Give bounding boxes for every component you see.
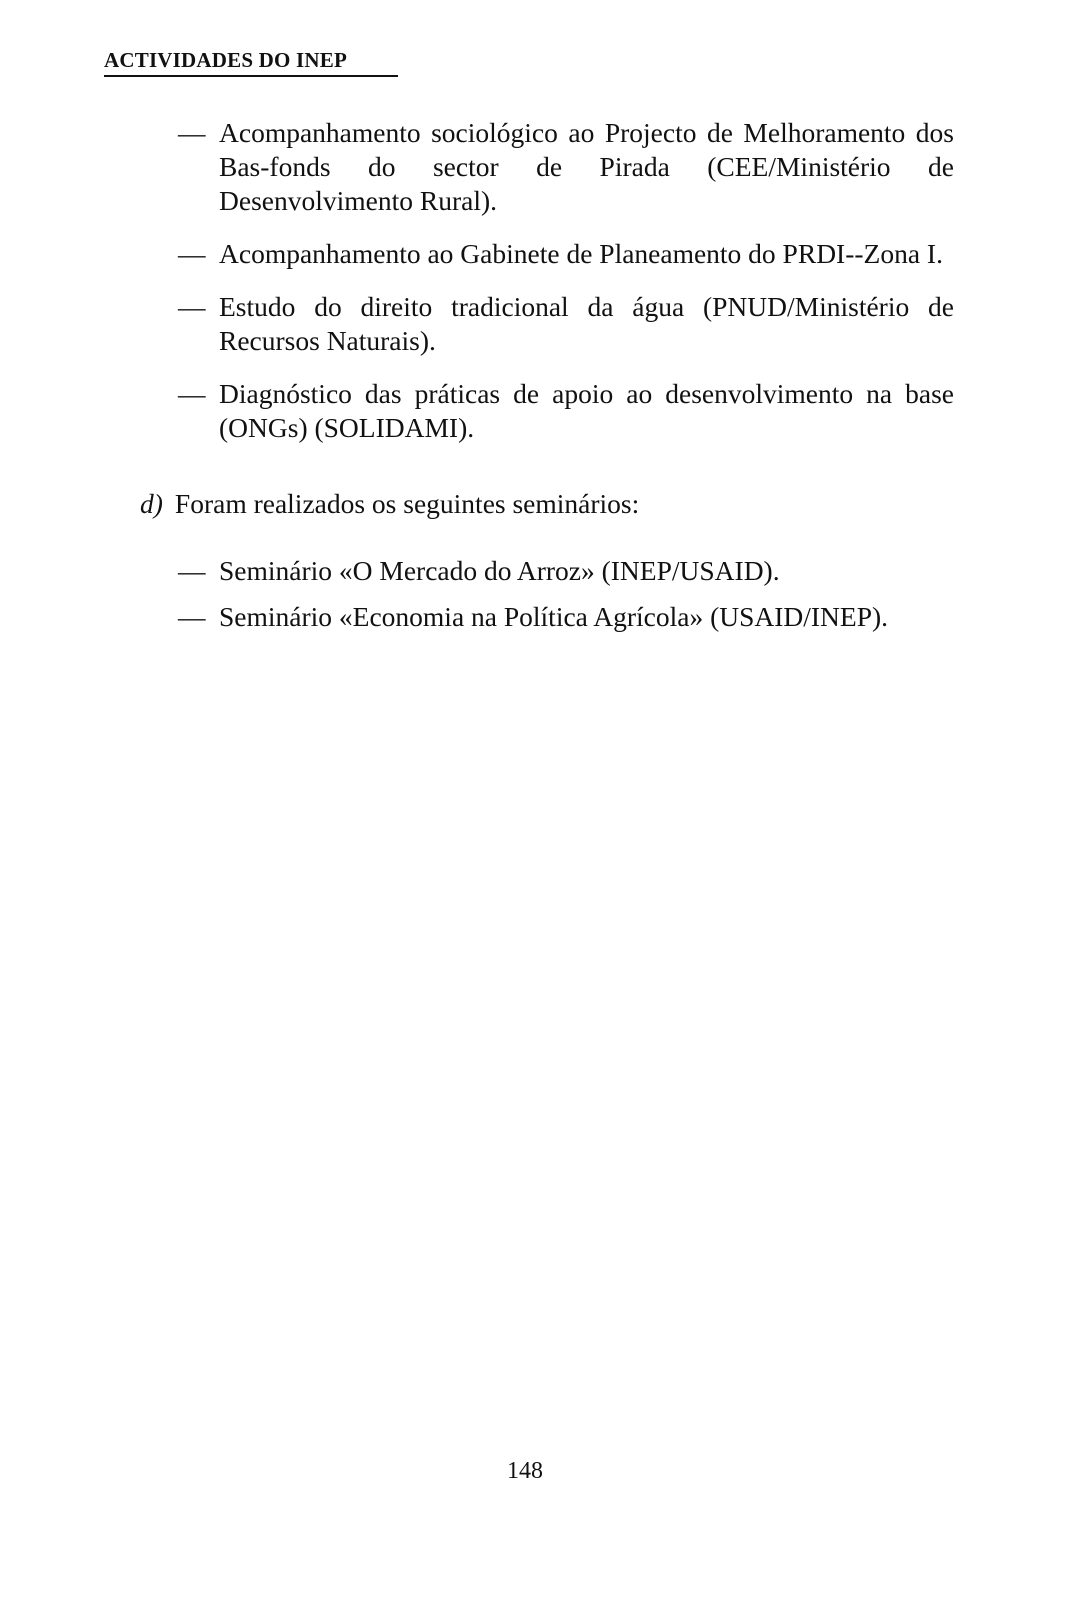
activity-item [178, 116, 954, 218]
activities-list [178, 116, 954, 464]
em-dash-bullet: — [178, 378, 206, 409]
seminar-item [178, 554, 954, 588]
header-underline [104, 75, 398, 77]
seminar-item [178, 600, 954, 634]
activity-text: Diagnóstico das práticas de apoio ao desenvolvimento na base (ONGs) (SOLIDAMI). [219, 378, 954, 443]
activity-text: Estudo do direito tradicional da água (PNUD/Ministério de Recursos Naturais). [219, 291, 954, 356]
seminar-text: Seminário «Economia na Política Agrícola» (USAID/INEP). [219, 601, 889, 632]
em-dash-bullet: — [178, 238, 206, 269]
seminar-text: Seminário «O Mercado do Arroz» (INEP/USAID). [219, 555, 780, 586]
activity-item [178, 237, 954, 271]
section-d-text: Foram realizados os seguintes seminários: [174, 488, 640, 519]
em-dash-bullet: — [178, 601, 206, 632]
em-dash-bullet: — [178, 555, 206, 586]
activity-text: Acompanhamento sociológico ao Projecto de Melhoramento dos Bas-fonds do sector de Pirada (CEE/Ministério de Desenvolvimento Rural). [219, 117, 954, 216]
running-header: ACTIVIDADES DO INEP [104, 48, 348, 72]
em-dash-bullet: — [178, 291, 206, 322]
section-d-paragraph [140, 487, 639, 521]
activity-item [178, 290, 954, 358]
page-number: 148 [507, 1458, 543, 1484]
section-d-marker: d) [140, 488, 163, 519]
em-dash-bullet: — [178, 117, 206, 148]
activity-text: Acompanhamento ao Gabinete de Planeamento do PRDI--Zona I. [219, 238, 943, 269]
seminars-list [178, 554, 954, 646]
activity-item [178, 377, 954, 445]
